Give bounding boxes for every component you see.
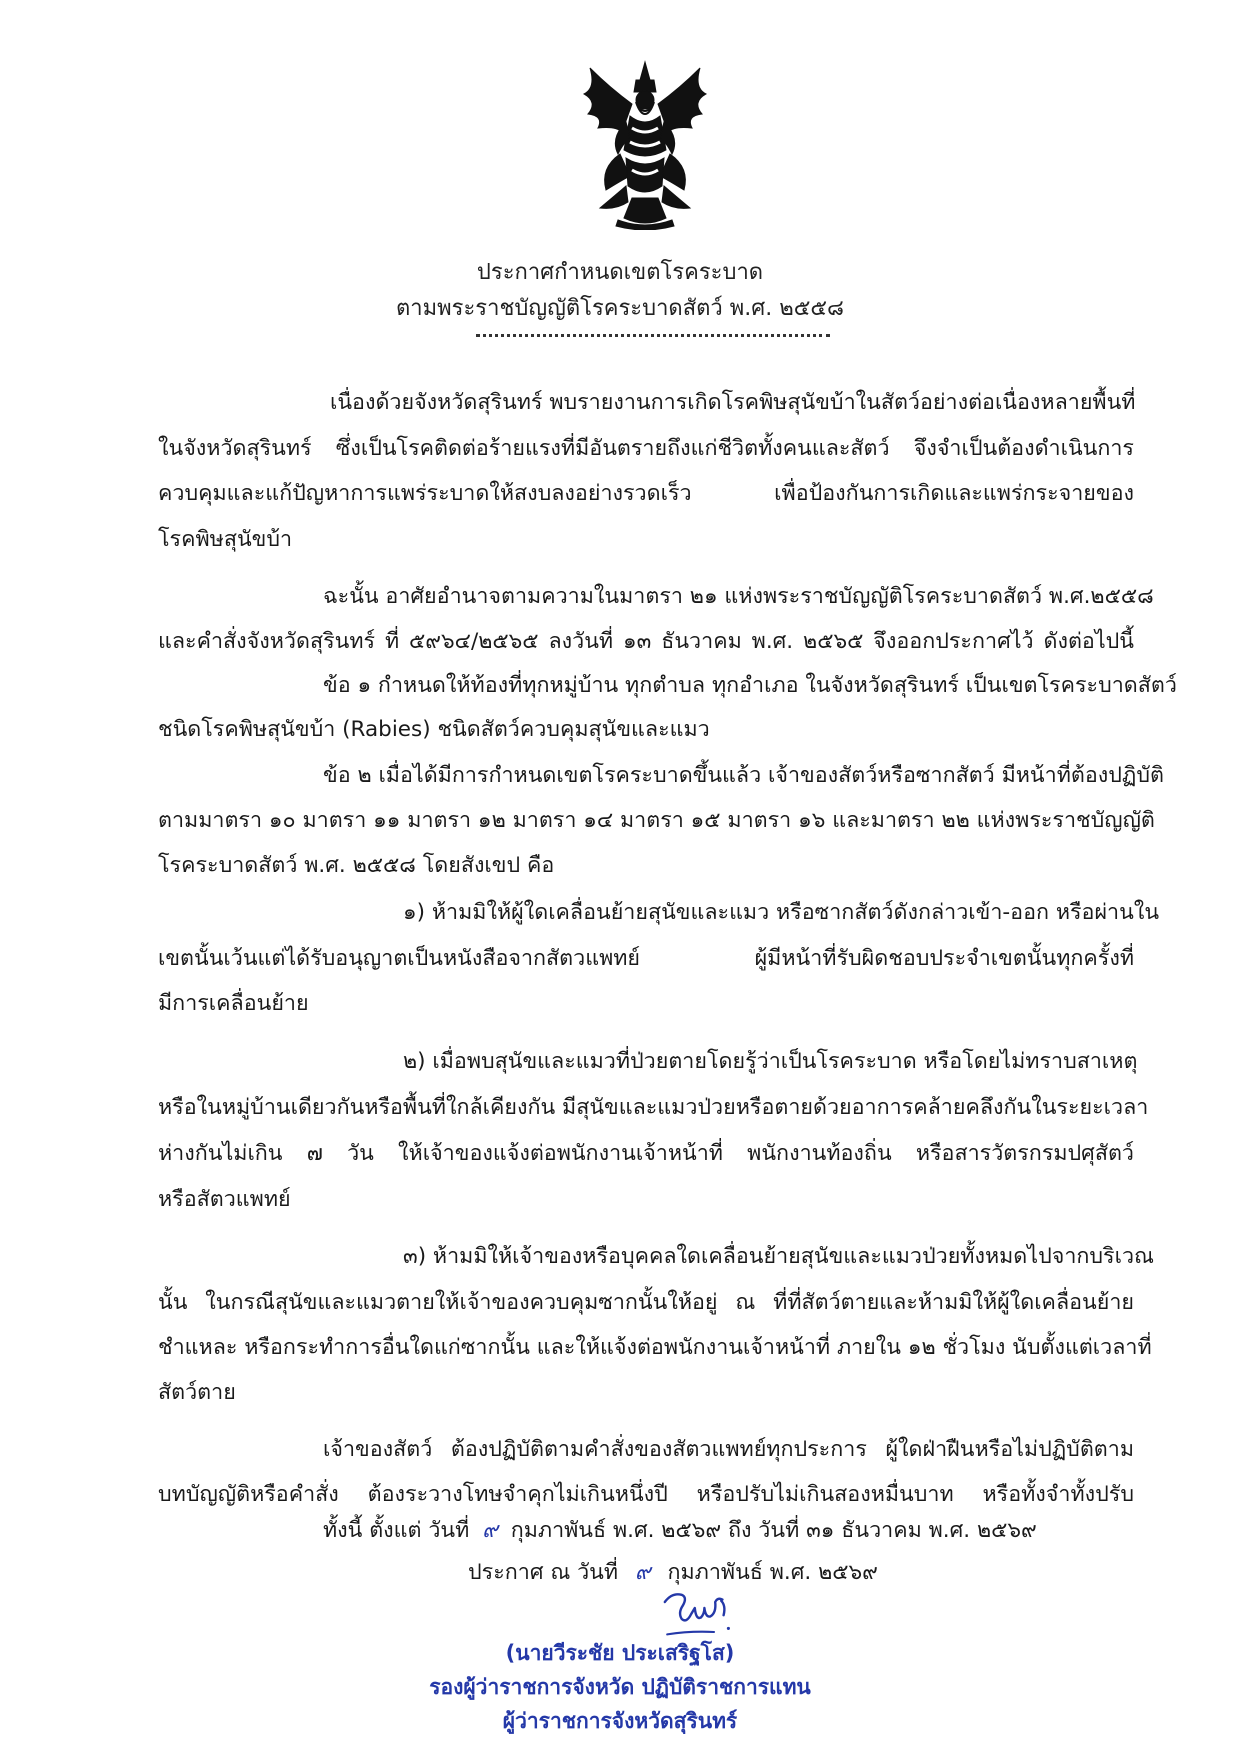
- sub2-line-2: หรือในหมู่บ้านเดียวกันหรือพื้นที่ใกล้เคียงกัน มีสุนัขและแมวป่วยหรือตายด้วยอาการคล้ายคลึงกันในระยะเวลา: [158, 1095, 1149, 1120]
- sub2-line-3: ห่างกันไม่เกิน ๗ วัน ให้เจ้าของแจ้งต่อพนักงานเจ้าหน้าที่ พนักงานท้องถิ่น หรือสารวัตรกรมปศุสัตว์: [158, 1141, 1134, 1166]
- effective-period: [323, 1516, 1037, 1546]
- item2-line-2: ตามมาตรา ๑๐ มาตรา ๑๑ มาตรา ๑๒ มาตรา ๑๔ มาตรา ๑๕ มาตรา ๑๖ และมาตรา ๒๒ แห่งพระราชบัญญัติ: [158, 808, 1155, 833]
- sub3-line-4: สัตว์ตาย: [158, 1380, 236, 1405]
- signer-position-2: ผู้ว่าราชการจังหวัดสุรินทร์: [502, 1709, 738, 1733]
- item1-line-2: ชนิดโรคพิษสุนัขบ้า (Rabies) ชนิดสัตว์ควบคุมสุนัขและแมว: [158, 717, 710, 742]
- p2-line-1: ฉะนั้น อาศัยอำนาจตามความในมาตรา ๒๑ แห่งพระราชบัญญัติโรคระบาดสัตว์ พ.ศ.๒๕๕๘: [323, 584, 1154, 609]
- p1-line-1: เนื่องด้วยจังหวัดสุรินทร์ พบรายงานการเกิดโรคพิษสุนัขบ้าในสัตว์อย่างต่อเนื่องหลายพื้นที่: [330, 390, 1136, 415]
- date-prefix: ประกาศ ณ วันที่: [468, 1560, 619, 1585]
- sub3-line-3: ชำแหละ หรือกระทำการอื่นใดแก่ซากนั้น และให้แจ้งต่อพนักงานเจ้าหน้าที่ ภายใน ๑๒ ชั่วโมง นับตั้งแต่เวลาที่: [158, 1335, 1152, 1360]
- item1-line-1: ข้อ ๑ กำหนดให้ท้องที่ทุกหมู่บ้าน ทุกตำบล ทุกอำเภอ ในจังหวัดสุรินทร์ เป็นเขตโรคระบาดสัตว์: [323, 673, 1177, 698]
- garuda-emblem-icon: [570, 58, 720, 230]
- sub2-line-4: หรือสัตวแพทย์: [158, 1187, 291, 1212]
- signer-position-1: รองผู้ว่าราชการจังหวัด ปฏิบัติราชการแทน: [429, 1675, 811, 1699]
- p1-line-2: ในจังหวัดสุรินทร์ ซึ่งเป็นโรคติดต่อร้ายแรงที่มีอันตรายถึงแก่ชีวิตทั้งคนและสัตว์ จึงจำเป็นต้องดำเนินการ: [158, 436, 1134, 461]
- p2-line-2: และคำสั่งจังหวัดสุรินทร์ ที่ ๕๙๖๔/๒๕๖๕ ลงวันที่ ๑๓ ธันวาคม พ.ศ. ๒๕๖๕ จึงออกประกาศไว้ ดังต่อไปนี้: [158, 629, 1134, 654]
- announcement-title: ประกาศกำหนดเขตโรคระบาด: [476, 260, 764, 285]
- handwritten-signature: [620, 1584, 790, 1644]
- p1-line-3: ควบคุมและแก้ปัญหาการแพร่ระบาดให้สงบลงอย่างรวดเร็ว เพื่อป้องกันการเกิดและแพร่กระจายของ: [158, 481, 1134, 506]
- sub1-line-2: เขตนั้นเว้นแต่ได้รับอนุญาตเป็นหนังสือจากสัตวแพทย์ ผู้มีหน้าที่รับผิดชอบประจำเขตนั้นทุกครั้งที่: [158, 946, 1134, 971]
- item2-line-3: โรคระบาดสัตว์ พ.ศ. ๒๕๕๘ โดยสังเขป คือ: [158, 853, 555, 878]
- p3-line-2: บทบัญญัติหรือคำสั่ง ต้องระวางโทษจำคุกไม่เกินหนึ่งปี หรือปรับไม่เกินสองหมื่นบาท หรือทั้งจำทั้งปรับ: [158, 1482, 1134, 1507]
- period-prefix: ทั้งนี้ ตั้งแต่ วันที่: [323, 1518, 470, 1543]
- signer-name: (นายวีระชัย ประเสริฐโส): [505, 1641, 735, 1665]
- sub1-line-3: มีการเคลื่อนย้าย: [158, 991, 309, 1016]
- period-start-day: ๙: [482, 1518, 498, 1543]
- date-suffix: กุมภาพันธ์ พ.ศ. ๒๕๖๙: [667, 1560, 878, 1585]
- sub3-line-1: ๓) ห้ามมิให้เจ้าของหรือบุคคลใดเคลื่อนย้ายสุนัขและแมวป่วยทั้งหมดไปจากบริเวณ: [403, 1244, 1154, 1269]
- announcement-subtitle: ตามพระราชบัญญัติโรคระบาดสัตว์ พ.ศ. ๒๕๕๘: [396, 296, 844, 321]
- sub1-line-1: ๑) ห้ามมิให้ผู้ใดเคลื่อนย้ายสุนัขและแมว หรือซากสัตว์ดังกล่าวเข้า-ออก หรือผ่านใน: [403, 900, 1160, 925]
- p1-line-4: โรคพิษสุนัขบ้า: [158, 527, 293, 552]
- date-day: ๙: [634, 1560, 651, 1585]
- p3-line-1: เจ้าของสัตว์ ต้องปฏิบัติตามคำสั่งของสัตวแพทย์ทุกประการ ผู้ใดฝ่าฝืนหรือไม่ปฏิบัติตาม: [323, 1437, 1134, 1462]
- sub3-line-2: นั้น ในกรณีสุนัขและแมวตายให้เจ้าของควบคุมซากนั้นให้อยู่ ณ ที่ที่สัตว์ตายและห้ามมิให้ผู้ใดเคลื่อนย้าย: [158, 1290, 1134, 1315]
- sub2-line-1: ๒) เมื่อพบสุนัขและแมวที่ป่วยตายโดยรู้ว่าเป็นโรคระบาด หรือโดยไม่ทราบสาเหตุ: [403, 1049, 1138, 1074]
- dotted-divider: [476, 334, 830, 337]
- period-suffix: กุมภาพันธ์ พ.ศ. ๒๕๖๙ ถึง วันที่ ๓๑ ธันวาคม พ.ศ. ๒๕๖๙: [510, 1518, 1037, 1543]
- item2-line-1: ข้อ ๒ เมื่อได้มีการกำหนดเขตโรคระบาดขึ้นแล้ว เจ้าของสัตว์หรือซากสัตว์ มีหน้าที่ต้องปฏิบัติ: [323, 763, 1164, 788]
